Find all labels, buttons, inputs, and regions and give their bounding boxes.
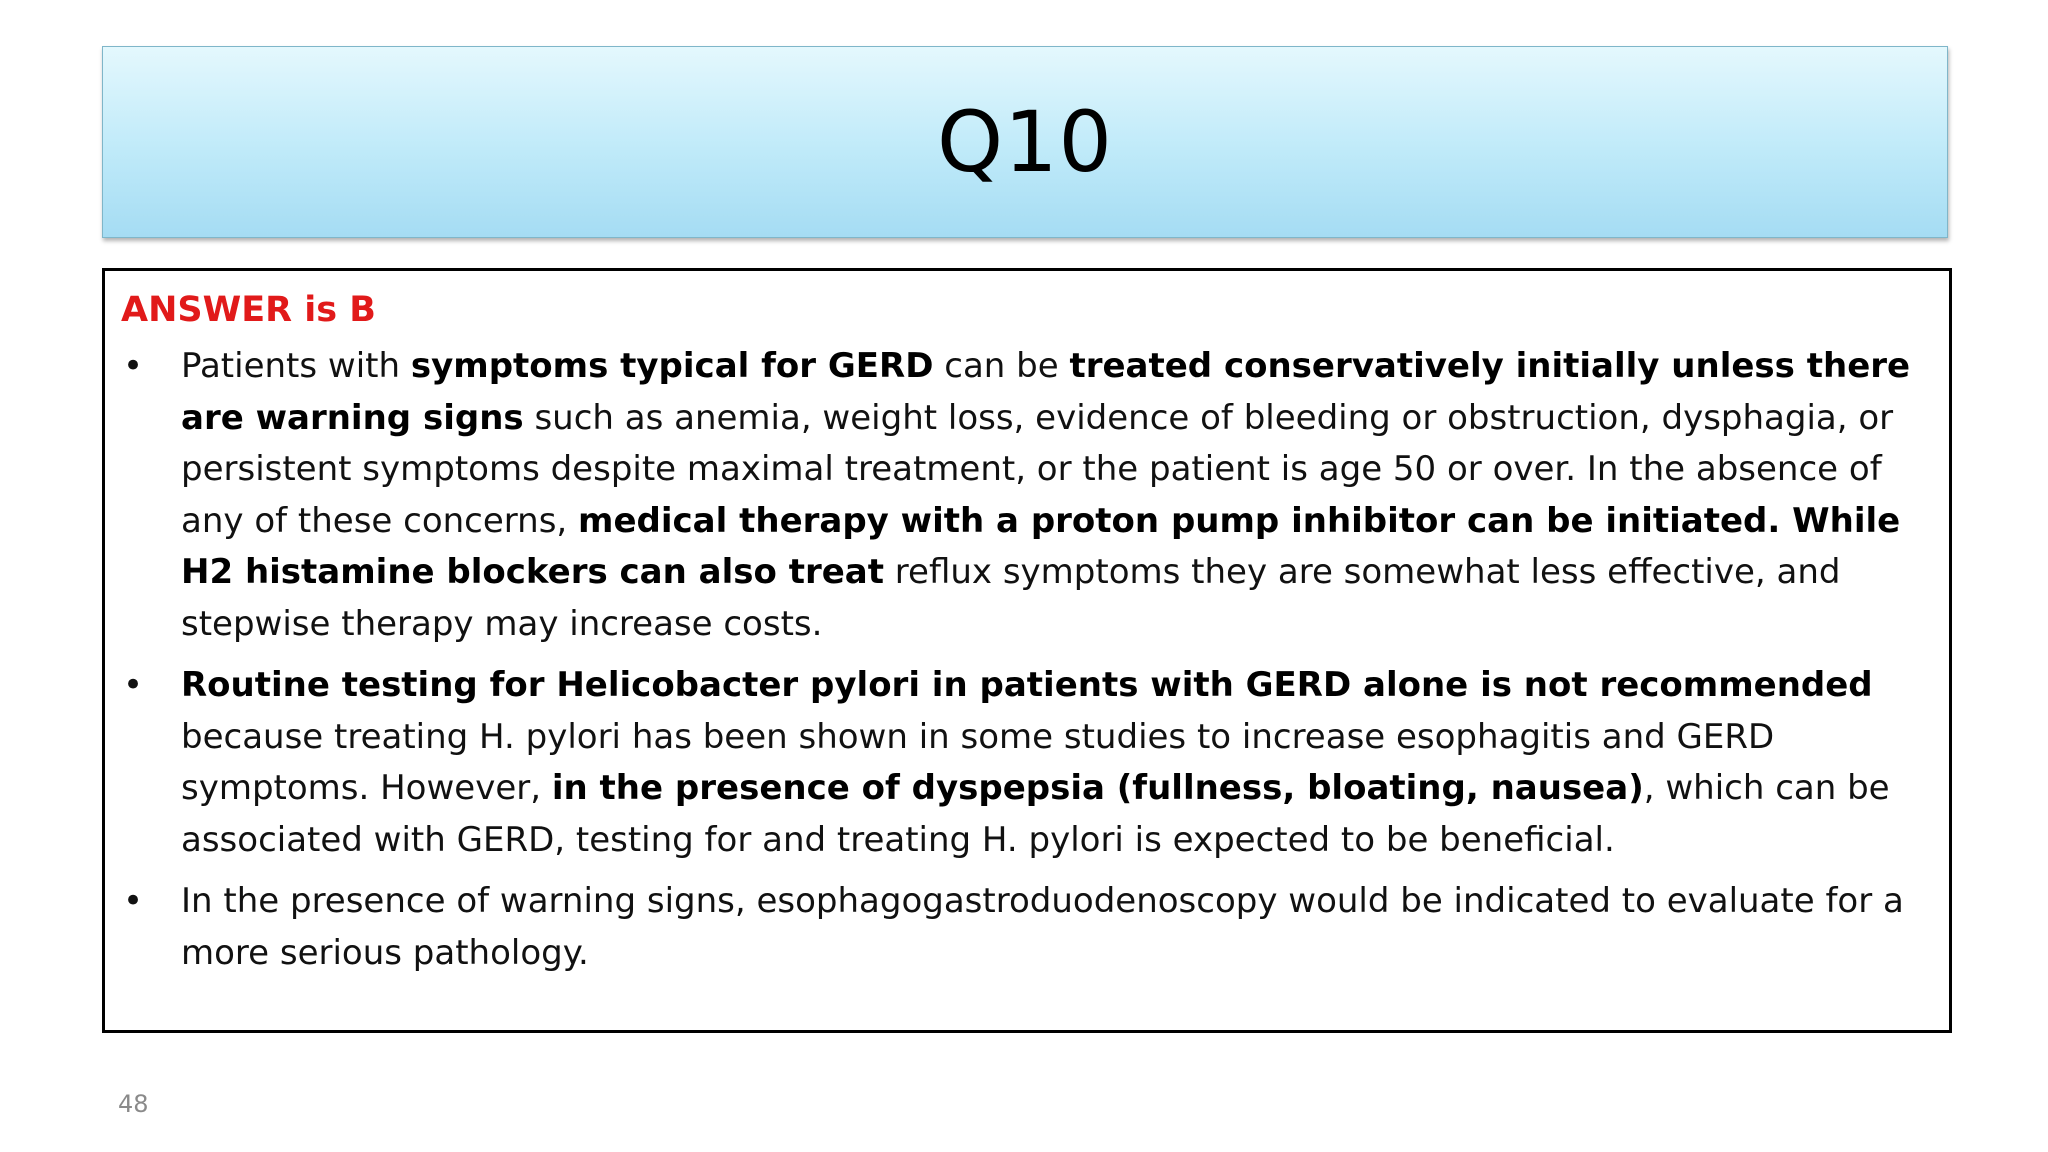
bullet-text: because treating H. pylori has been shown in some studies to increase esophagitis and GERD symptoms. However, [181, 716, 1775, 808]
bullet-item [121, 876, 1919, 979]
bullet-text-bold: treated conservatively initially unless there are warning signs [181, 346, 1911, 438]
answer-content-box [102, 268, 1952, 1033]
bullet-dot-icon: • [123, 346, 144, 386]
bullet-text: such as anemia, weight loss, evidence of bleeding or obstruction, dysphagia, or persistent symptoms despite maximal treatment, or the patient is age 50 or over. In the absence of any of these concerns, [181, 397, 1894, 541]
bullet-item [121, 660, 1919, 866]
title-banner [102, 46, 1948, 238]
bullet-text-bold: symptoms typical for GERD [410, 346, 934, 386]
slide-title: Q10 [936, 93, 1113, 191]
bullet-dot-icon: • [123, 665, 144, 705]
bullet-text: , which can be associated with GERD, testing for and treating H. pylori is expected to be beneficial. [181, 768, 1890, 860]
bullet-text: Patients with [181, 346, 411, 386]
bullet-text: reflux symptoms they are somewhat less effective, and stepwise therapy may increase costs. [181, 552, 1841, 644]
bullet-item [121, 341, 1919, 650]
answer-label: ANSWER is B [121, 290, 376, 330]
bullet-dot-icon: • [123, 881, 144, 921]
bullet-list [121, 341, 1919, 979]
bullet-text-bold: in the presence of dyspepsia (fullness, bloating, nausea) [551, 768, 1644, 808]
bullet-text-bold: medical therapy with a proton pump inhibitor can be initiated. While H2 histamine blockers can also treat [181, 500, 1901, 592]
bullet-text: In the presence of warning signs, esophagogastroduodenoscopy would be indicated to evaluate for a more serious pathology. [181, 881, 1904, 973]
bullet-text-bold: Routine testing for Helicobacter pylori in patients with GERD alone is not recommended [181, 665, 1873, 705]
bullet-text: can be [933, 346, 1070, 386]
page-number: 48 [118, 1090, 149, 1118]
